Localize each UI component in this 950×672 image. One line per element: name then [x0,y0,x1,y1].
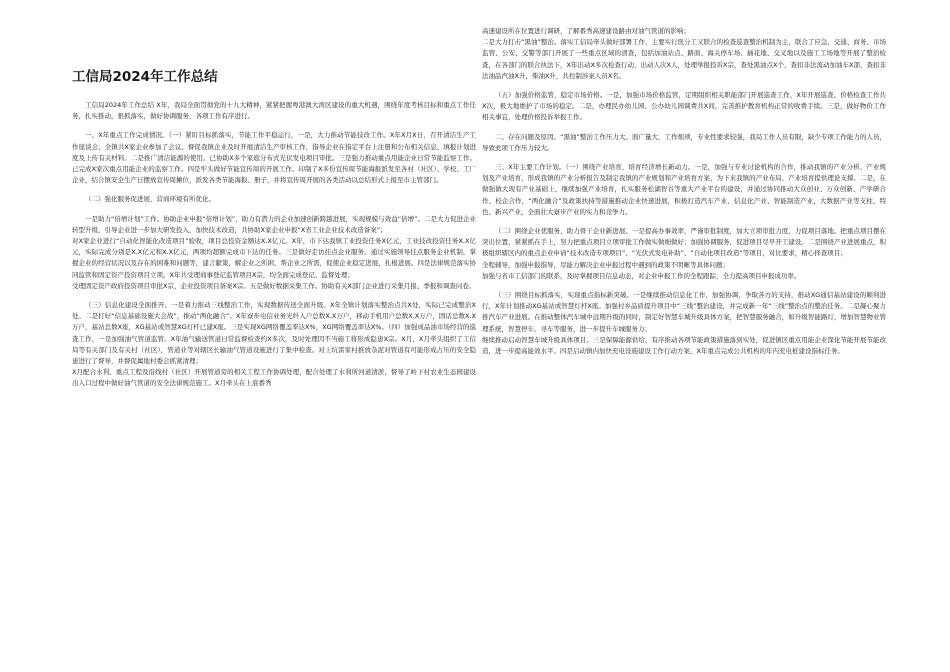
continued-paragraph: 高速建设所在位置进行调研，了解番秀高速建设路由对油气管道的影响； 二是大力打击“黑油”整治。落实工信局牵头做好部署工作，主要实行医分工又联合的检查巡查整治机制为主，联合了应急、交通、商务、市场监管、公安、交警等部门开展了一些重点区域的清查，包括加油站点、路面、海关停车场、插花地、交叉地以及施工工场地等开展了整治检查，在各部门的联合执法下，X年出动X多次检查行动，出动人次X人，处理举报投诉X宗，查处黑油点X个，查扣非法流动加油车X部，查扣非法油品汽油X升，柴油X升，共控制涉案人员X名。 [482,27,886,80]
right-page-column [482,26,886,666]
subsection-5-paragraph: （五）加强价格监管，稳定市场价格。一是，加强市场价格监管，定期组织相关职能部门开展巡查工作，X年开展巡查、价格检查工作共X次，极大地维护了市场的稳定。二是，办理民办幼儿园、公办幼儿园调费共X间，完善推护教育机构正常的收费手续。三是，做好物价工作相关事宜，处理价格投诉举报工作。 [482,91,886,122]
subsection-2-heading: （二）强化服务促进展，营商环境有所优化。 [85,195,215,204]
section-1-paragraph: 一、X年重点工作完成情况。（一）紧盯目标抓落实，节能工作平稳运行，一是，大力推动节能技改工作。X年X月X日，召开清洁生产工作座谈会，全镇共X家企业参加了会议。督促我镇企业及时开展清洁生产审核工作，指导企业在指定平台上注册和公布相关信息、填报计划进度及上传有关材料。二是推广清洁能源的使用。已协助X多个家庭分布式光伏发电项目审批。三是强力推动重点用能企业日常节能监察工作。已完成X家次重点用能企业的监察工作。四是牢头做好节能宣传周的开展工作。印制了X多份宣传周节能海报派发至各村（社区）、学校、工厂企业，结合镇安全生产日摆放宣传周摊位，派发各类节能海报、册子，并将宣传周开展的各类活动以总结形式上报至市主管部门。 [72,131,476,185]
section-2-paragraph: 二、存在问题及原因。“黑油”整治工作压力大。面广量大，工作烦琐，专业性要求较强，我局工作人员有限，缺少专项工作能力的人员，导致此项工作压力较大。 [482,132,886,152]
plan-3-paragraph: （三）围绕目标抓落实，实现重点指标新突破。一是继续推动信息化工作，加强协调，争取各方的支持，推动XG通信基站建设的顺利进行，X年计划推动XG基站或智慧灯杆X座。加强村乡品质提升项目中“三线”整治建设，并完成新一年“三线”整治点的整治任务。二是凝心聚力推汽车产业进展。在推动整体汽车城中远期升级的同时，制定好智慧车城升级具体方案，把智慧服务融合，如升级智能路灯，增加智慧物业管理系统，智慧停车，寻车等服务，进一步提升车城服务力； 继续推动启动智慧车城升级具体项目。三是保障能源供给，有序推动各项节能政策措施落到实处，促进镇区重点用能企业深化节能开展节能改造，进一步提高能效水平。四是启动镇内加快充电设施建设工作行动方案，X年重点完成公共机构的年内充电桩建设指标任务。 [482,291,886,356]
document-title: 工信局2024年工作总结 [72,69,218,85]
plan-2-paragraph: （二）围绕企业优服务，助力骨干企业新进展。一是提高办事效率，严谨审批制度，加大立项审批力度，力促项目落地。把重点项目摆在突出位置，紧紧抓在手上，努力把重点项目立项审批工作做实做细做好；加强协调服务，促进项目尽早开工建设。二是围绕产业进展重点，积极组织辖区内的重点企业申请“技术改造专项项目”、“光伏式发电补助”、“自动化项目改造”等项目，对比要求，精心择查项目； 全程辅导，加强申报指导，尽能力解决企业申报过程中遇到的政策不明晰等具体问题； 加强与省市工信部门的联系，及时掌握项目信息动态，对企业申报工作的全程跟踪，全力提高项目申报成功率。 [482,227,886,280]
left-page-column [72,48,476,660]
section-3-paragraph: 三、X年主要工作计划。（一）围绕产业培育，培育经济增长新动力。一是，加强与专业讨论机构的合作，推动我镇的产业分析、产业规划及产业培育，形成我镇的产业分析报告及制定我镇的产业规划和产业培育方案，为下来我镇的产业布局、产业培育提供理论支撑。二是，在做强做大现有产业基础上，继续加强产业培育，扎实服务松湖智谷等重大产业平台的建设，并通过协同推动大众创业、万众创新、产学研合作、校企合作，“两化融合”及政策扶持等措施推动企业快速进展，积极打造汽车产业、信息化产业、智能制造产业、大数据产业等支柱、特色、新兴产业，全面壮大寮步产业的实力和竞争力。 [482,163,886,216]
subsection-3-paragraph: （三）信息化建设全面推开。一是着力推动三线整治工作，实现数据传送全面升级。X年全镇计划落实整治点共X处，实际已完成整治X处。二是打好“信息基础设施大会战”，推动“两化融合”。X年寮步电信业务光纤入户总数X.X万户，移动手机用户总数X.X万户，固话总数X.X万户，基站总数X座，XG基站或智慧XG灯杆已建X座。三是实现XG网络覆盖率达X%，XG网络覆盖率达X%。（四）加强成品油市场经营的巡查工作，一是加强油气管道监管。X年油气输送管道日常监督检查约X多次，及时处理因不当施工将形成隐患X宗。X月，X月牵头组织了工信局等有关部门及有关村（社区），管道业等对辖区长输油气管道设施进行了集中检查。对上坑雷家村推放杂泥对管道有可能形成占压的安全隐患进行了督导，并督促属地村委会抓紧清理； X月配合水利、重点工程及沿线村（社区）开展管道旁的相关工程工作协调处理，配合处理了水利所河道清淤，督导了岭下村农业生态园建设出入口过程中做好油气管道的安全法律规范施工。X月牵头在上底番秀 [72,301,476,388]
subsection-2-paragraph: 一是助力“倍增计划”工作。协助企业申报“倍增计划”，助力有潜力的企业加速创新跨越进展，实现规模与效益“倍增”。二是大力促进企业转型升级，引导企业进一步加大研发投入，加快技术改造，共协助X家企业申报“X省工业企业技术改造备案”； 对X家企业进行“自动化智能化改造项目”验收，项目总投资金额达X.X亿元。X年，市下达我镇工业投资任务X亿元，工业技改投资任务X.X亿元，实际完成分别是X.X亿元和X.X亿元，两项均超额完成市下达的任务。三是做好走访挂点企业服务。通过实施领导挂点服务企业机制，掌握企业的经营状况以及存在的困难和问题等，建言献策，解企业之所困、帮企业之所需，促使企业稳定进展，扎根进展。四是法律规范落实协同监管和固定资产投资项目立项。X年共受理商事登记监管项目X宗，均全面完成登记、监督处理； 受理固定资产政府投资项目审批X宗，企业投资项目备案X宗。五是做好数据采集工作。协助有关X部门企业进行采集月报、季报和调查问卷。 [72,214,476,290]
intro-paragraph: 工信局2024年工作总结 X年，我局全面贯彻党的十九大精神，紧紧把握粤港澳大湾区建设的重大机遇，围绕年度考核目标和重点工作任务，扎实推动，狠抓落实，做好协调服务，各项工作有序进行。 [72,101,476,121]
